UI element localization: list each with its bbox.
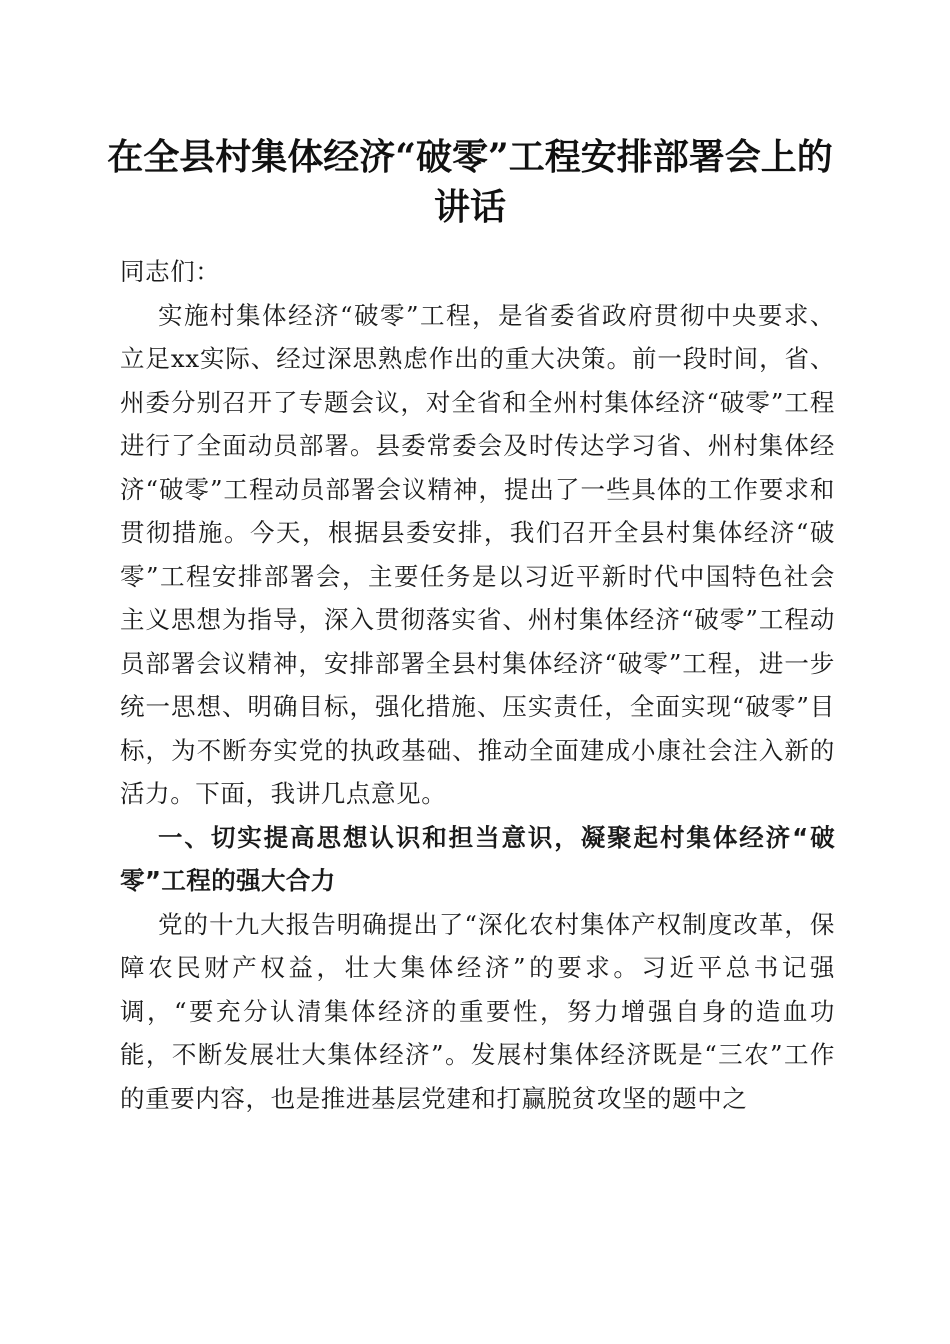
salutation: 同志们：: [120, 257, 221, 286]
section-heading: 一、切实提高思想认识和担当意识，凝聚起村集体经济“破零”工程的强大合力: [120, 822, 835, 895]
document-title: 在全县村集体经济“破零”工程安排部署会上的讲话: [107, 136, 833, 228]
section-paragraph: 党的十九大报告明确提出了“深化农村集体产权制度改革，保障农民财产权益，壮大集体经济”的要求。习近平总书记强调，“要充分认清集体经济的重要性，努力增强自身的造血功能，不断发展壮大集体经济”。发展村集体经济既是“三农”工作的重要内容，也是推进基层党建和打赢脱贫攻坚的题中之: [120, 909, 835, 1113]
intro-paragraph: 实施村集体经济“破零”工程，是省委省政府贯彻中央要求、立足xx实际、经过深思熟虑作出的重大决策。前一段时间，省、州委分别召开了专题会议，对全省和全州村集体经济“破零”工程进行了全面动员部署。县委常委会及时传达学习省、州村集体经济“破零”工程动员部署会议精神，提出了一些具体的工作要求和贯彻措施。今天，根据县委安排，我们召开全县村集体经济“破零”工程安排部署会，主要任务是以习近平新时代中国特色社会主义思想为指导，深入贯彻落实省、州村集体经济“破零”工程动员部署会议精神，安排部署全县村集体经济“破零”工程，进一步统一思想、明确目标，强化措施、压实责任，全面实现“破零”目标，为不断夯实党的执政基础、推动全面建成小康社会注入新的活力。下面，我讲几点意见。: [120, 300, 835, 808]
document-body: [120, 250, 835, 1120]
